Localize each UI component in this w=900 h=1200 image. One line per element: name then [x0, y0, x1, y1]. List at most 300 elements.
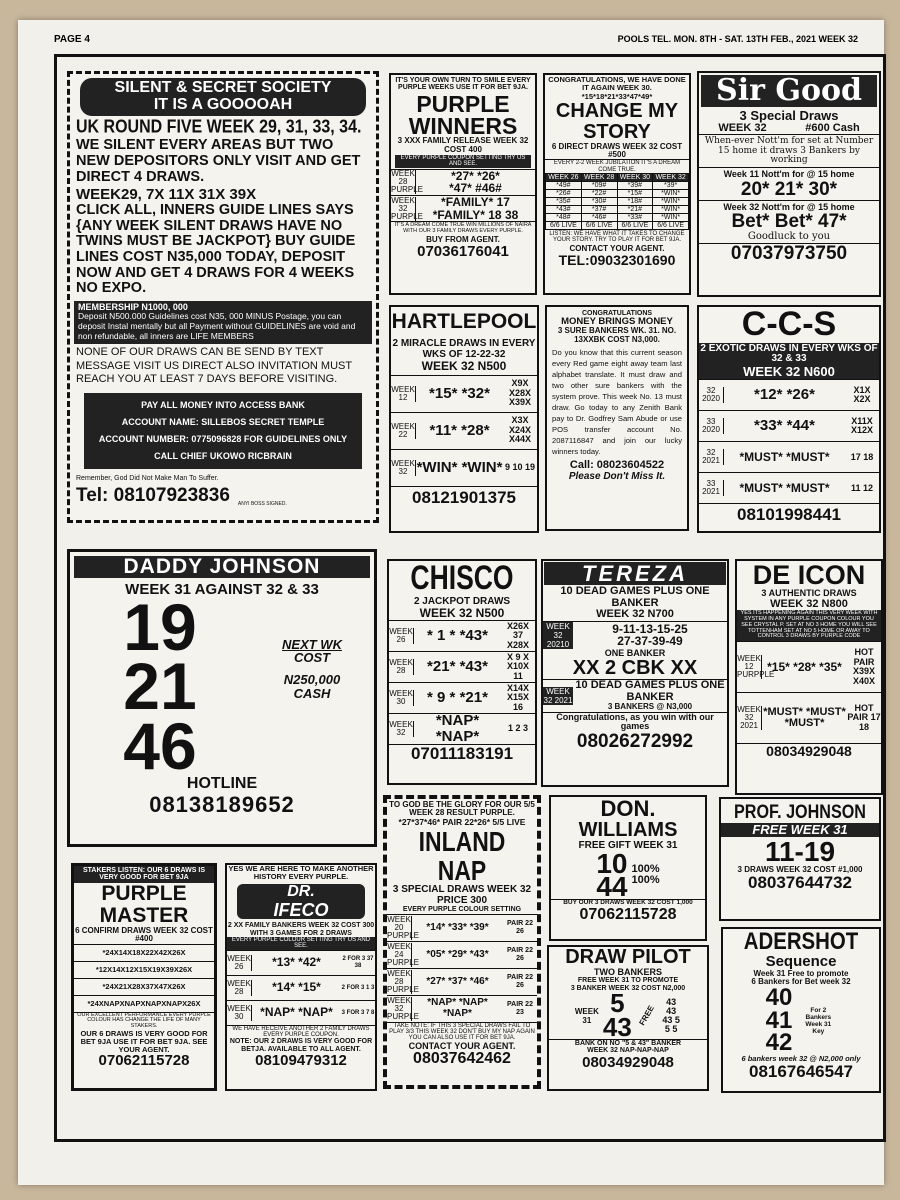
ifeco-row-nums: *14* *15* — [272, 980, 321, 995]
change-title2: STORY — [583, 120, 651, 143]
ccs-row-3 — [699, 441, 879, 472]
pmaster-sub: 6 CONFIRM DRAWS WEEK 32 COST #400 — [75, 925, 213, 944]
chisco-row-nums: * 9 * *21* — [427, 688, 488, 706]
daddy-week: WEEK 31 AGAINST 32 & 33 — [125, 581, 319, 599]
silent-signed: ANYI BOSS SIGNED. — [237, 500, 287, 507]
ifeco-title2: IFECO — [273, 899, 329, 920]
sirgood-title-box — [701, 75, 877, 107]
pmaster-row-nums: *12X14X12X15X19X39X26X — [95, 964, 193, 974]
tereza-xx: XX 2 CBK XX — [572, 657, 698, 680]
prof-nums: 11-19 — [764, 835, 836, 867]
change-nums: *15*18*21*33*47*49* — [581, 91, 653, 101]
ad-silent-secret-society — [67, 71, 379, 523]
change-cell: *26# — [546, 190, 582, 198]
chisco-row-nums: *NAP* *NAP* — [435, 712, 480, 745]
pmaster-row-nums: *24X14X18X22X42X26X — [102, 947, 186, 957]
silent-pay: PAY ALL MONEY INTO ACCESS BANK — [141, 400, 305, 411]
ccs-sub: 2 EXOTIC DRAWS IN EVERY WKS OF 32 & 33 — [700, 342, 878, 365]
inland-row-wk: WEEK 28 PURPLE — [387, 968, 420, 994]
pilot-nap: WEEK 32 NAP-NAP-NAP — [587, 1047, 669, 1055]
deicon-row-side: HOT PAIR 17 18 — [847, 703, 881, 732]
ifeco-row-side: 2 FOR 3 1 3 — [341, 984, 375, 991]
change-cell: *WIN* — [653, 214, 689, 222]
change-col: WEEK 32 — [653, 174, 689, 182]
change-cell: *30# — [581, 198, 617, 206]
purple-foot: IT'S A DREAM COME TRUE WIN MILLIONS OF NAIRA WITH OUR 3 FAMILY DRAWS EVERY PURPLE. — [391, 221, 535, 236]
deicon-title: DE ICON — [752, 560, 866, 590]
change-cell: *48# — [546, 214, 582, 222]
ad-tereza — [541, 559, 729, 787]
inland-row — [387, 914, 537, 941]
change-jub: EVERY 2-2 WEEK JUBILATION IT'S A DREAM COME TRUE. — [545, 159, 689, 173]
ad-adershot — [721, 927, 881, 1093]
ifeco-row-nums: *13* *42* — [272, 955, 321, 970]
money-title: MONEY BRINGS MONEY — [561, 316, 673, 328]
deicon-row-side: HOT PAIR X39X X40X — [852, 647, 876, 686]
change-cell: *WIN* — [653, 198, 689, 206]
change-cell: *WIN* — [653, 190, 689, 198]
pilot-free: FREE WEEK 31 TO PROMOTE — [577, 977, 679, 985]
ad-purple-master — [71, 863, 217, 1091]
inland-sub: 3 SPECIAL DRAWS WEEK 32 PRICE 300 — [392, 884, 532, 906]
chisco-row-nums: *21* *43* — [427, 657, 488, 675]
chisco-row-side: 1 2 3 — [507, 723, 529, 734]
ccs-row-2 — [699, 410, 879, 441]
prof-draws: 3 DRAWS WEEK 32 COST #1,000 — [737, 864, 863, 874]
hartle-row-nums: *11* *28* — [429, 421, 490, 439]
hartle-row-3 — [391, 449, 537, 486]
purple-title: PURPLE WINNERS — [408, 90, 518, 139]
sirgood-w11-nums: 20* 21* 30* — [740, 178, 838, 200]
ifeco-foot: WE HAVE RECEIVE ANOTHER 2 FAMILY DRAWS EVERY PURPLE COUPON. — [227, 1025, 375, 1039]
don-pct: 100% — [631, 862, 660, 875]
deicon-row-nums: *15* *28* *35* — [767, 659, 842, 674]
pmaster-row — [74, 995, 214, 1012]
hartle-row-side: X9X X28X X39X — [508, 378, 532, 408]
silent-footer — [70, 483, 376, 509]
sirgood-body: When-ever Nott'm for set at Number 15 home it draws 3 Bankers by working — [699, 134, 879, 167]
deicon-row-1 — [737, 641, 881, 692]
purple-sub2: EVERY PURPLE COUPON SETTING TRY US AND SEE. — [395, 155, 531, 168]
hartle-sub: 2 MIRACLE DRAWS IN EVERY WKS OF 12-22-32 — [392, 338, 536, 360]
ccs-row-wk: 32 2021 — [699, 449, 724, 465]
chisco-row-side: X14X X15X 16 — [506, 682, 530, 712]
sirgood-week: WEEK 32 — [718, 122, 767, 135]
ccs-row-nums: *33* *44* — [754, 417, 815, 435]
pilot-free2: FREE — [637, 1004, 656, 1028]
chisco-row-4 — [389, 713, 535, 744]
change-cell: *46# — [581, 214, 617, 222]
hartle-title: HARTLEPOOL — [391, 310, 537, 333]
tereza-bk3: 3 BANKERS @ N3,000 — [607, 702, 693, 712]
don-n2: 44 — [596, 871, 628, 903]
silent-body2: CLICK ALL, INNERS GUIDE LINES SAYS {ANY WEEK SILENT DRAWS HAVE NO TWINS MUST BE JACKPOT} BUY GUIDE LINES COST N35,000 TODAY, DEPOSIT NOW AND GET 4 DRAWS FOR 4 WEEKS NO EXPO. — [76, 202, 356, 297]
change-col: WEEK 28 — [581, 174, 617, 182]
prof-sub: FREE WEEK 31 — [721, 823, 879, 837]
newspaper-page — [18, 20, 884, 1185]
pmaster-row-nums: *24XNAPXNAPXNAPXNAPX26X — [87, 998, 201, 1008]
change-cell: *21# — [617, 206, 653, 214]
ad-purple-winners — [389, 73, 537, 295]
inland-title: INLAND NAP — [418, 825, 506, 887]
page-header-title: POOLS TEL. MON. 8TH - SAT. 13TH FEB., 2021 WEEK 32 — [617, 34, 858, 44]
silent-body1: WE SILENT EVERY AREAS BUT TWO NEW DEPOSITORS ONLY VISIT AND GET DIRECT 4 DRAWS. — [76, 137, 361, 185]
hartle-row-side: 9 10 19 — [504, 461, 536, 472]
change-cell: *39# — [617, 182, 653, 190]
adershot-cost: 6 bankers week 32 @ N2,000 only — [741, 1054, 861, 1064]
daddy-phone: 08138189652 — [149, 791, 295, 817]
change-top: CONGRATULATIONS, WE HAVE DONE IT AGAIN WEEK 30. — [548, 75, 686, 92]
tereza-dead2: 27-37-39-49 — [617, 634, 683, 649]
adershot-n3: 42 — [765, 1029, 793, 1057]
ifeco-phone: 08109479312 — [255, 1052, 347, 1069]
daddy-hotline: HOTLINE — [186, 774, 258, 792]
tereza-sub: 10 DEAD GAMES PLUS ONE BANKER — [560, 585, 710, 609]
purple-buy: BUY FROM AGENT. — [426, 234, 500, 244]
pilot-side: 43 43 43 5 5 5 — [662, 996, 680, 1034]
change-tel: TEL:09032301690 — [558, 251, 676, 268]
adershot-side: For 2 Bankers Week 31 Key — [805, 1006, 832, 1035]
chisco-sub: 2 JACKPOT DRAWS — [413, 595, 511, 607]
change-cell: *15# — [617, 190, 653, 198]
chisco-row-wk: WEEK 30 — [389, 688, 413, 706]
ifeco-row-side: 2 FOR 3 37 38 — [342, 956, 374, 969]
adershot-bankers: 6 Bankers for Bet week 32 — [751, 977, 851, 987]
pilot-wk: WEEK 31 — [574, 1006, 599, 1025]
ad-money-brings-money — [545, 305, 689, 531]
silent-remember: Remember, God Did Not Make Man To Suffer. — [76, 475, 219, 483]
change-cell: 6/6 LIVE — [546, 222, 582, 230]
inland-phone: 08037642462 — [413, 1050, 511, 1068]
daddy-next: NEXT WK — [282, 636, 342, 652]
chisco-row-side: X26X 37 X28X — [506, 620, 530, 650]
chisco-row-wk: WEEK 28 — [389, 657, 413, 675]
inland-row-side: PAIR 22 23 — [507, 1001, 533, 1016]
pmaster-title2: MASTER — [99, 903, 189, 927]
inland-row-wk: WEEK 24 PURPLE — [387, 941, 420, 967]
silent-bank-box — [84, 393, 362, 469]
don-phone: 07062115728 — [579, 906, 677, 923]
pmaster-good: OUR 6 DRAWS IS VERY GOOD FOR BET 9JA USE IT FOR BET 9JA. SEE YOUR AGENT. — [80, 1028, 208, 1054]
ad-ccs — [697, 305, 881, 533]
silent-call: CALL CHIEF UKOWO RICBRAIN — [154, 451, 292, 462]
tereza-phone: 08026272992 — [576, 730, 694, 752]
purple-r1: *27* *26* — [451, 168, 500, 183]
pilot-cost: 3 BANKER WEEK 32 COST N2,000 — [570, 984, 686, 992]
hartle-phone: 08121901375 — [391, 486, 537, 507]
daddy-numbers — [70, 589, 250, 783]
daddy-n1: 19 — [123, 589, 197, 664]
ifeco-row-nums: *NAP* *NAP* — [260, 1005, 333, 1020]
adershot-n2: 41 — [765, 1006, 793, 1034]
change-cell: 6/6 LIVE — [581, 222, 617, 230]
pilot-n1: 5 — [610, 988, 625, 1019]
tereza-sub2: 10 DEAD GAMES PLUS ONE BANKER — [575, 679, 725, 703]
change-contact: CONTACT YOUR AGENT. — [569, 243, 665, 253]
adershot-title: ADERSHOT — [743, 928, 859, 955]
daddy-n2: 21 — [123, 649, 197, 724]
ifeco-sub: 2 XX FAMILY BANKERS WEEK 32 COST 300 WITH 3 GAMES FOR 2 DRAWS — [227, 922, 375, 937]
adershot-numbers — [723, 983, 879, 1057]
ad-dr-ifeco — [225, 863, 377, 1091]
ifeco-top: YES WE ARE HERE TO MAKE ANOTHER HISTORY EVERY PURPLE. — [228, 864, 374, 881]
change-cell: *33# — [617, 214, 653, 222]
pmaster-row-nums: *24X21X28X37X47X26X — [102, 981, 186, 991]
pilot-title: DRAW PILOT — [565, 946, 691, 968]
daddy-cash: CASH — [293, 685, 331, 701]
silent-account-name: ACCOUNT NAME: SILLEBOS SECRET TEMPLE — [121, 417, 325, 428]
change-title1: CHANGE MY — [555, 99, 679, 122]
don-title1: DON. — [600, 796, 656, 821]
deicon-row-nums: *MUST* *MUST* *MUST* — [763, 705, 846, 730]
change-cell: *49# — [546, 182, 582, 190]
daddy-cost: COST — [293, 650, 331, 666]
hartle-row-wk: WEEK 22 — [391, 421, 415, 439]
ccs-row-wk: 32 2020 — [699, 387, 724, 403]
ccs-row-nums: *12* *26* — [754, 386, 815, 404]
ifeco-row-wk: WEEK 28 — [227, 978, 251, 996]
change-cell: *09# — [581, 182, 617, 190]
daddy-price: N250,000 — [283, 672, 341, 688]
change-cell: *18# — [617, 198, 653, 206]
silent-title2: IT IS A GOOOOAH — [153, 95, 293, 113]
tereza-banker: ONE BANKER — [604, 647, 666, 658]
tereza-title: TEREZA — [582, 561, 688, 586]
ifeco-row — [227, 950, 375, 975]
change-cell: *43# — [546, 206, 582, 214]
pmaster-top: STAKERS LISTEN: OUR 6 DRAWS IS VERY GOOD FOR BET 9JA — [74, 866, 214, 883]
ccs-row-wk: 33 2020 — [699, 418, 724, 434]
ifeco-row-wk: WEEK 30 — [227, 1003, 251, 1021]
deicon-row-wk: WEEK 32 2021 — [737, 705, 761, 731]
change-col: WEEK 30 — [617, 174, 653, 182]
sirgood-sub: 3 Special Draws — [739, 107, 839, 123]
ccs-phone: 08101998441 — [699, 503, 879, 524]
inland-row-nums: *27* *37* *46* — [426, 975, 489, 987]
deicon-phone: 08034929048 — [737, 743, 881, 759]
hartle-row-nums: *15* *32* — [429, 384, 490, 402]
tereza-dead-row — [543, 621, 727, 649]
purple-row-1: WEEK 28 PURPLE *27* *26* *47* #46# — [391, 169, 535, 195]
chisco-phone: 07011183191 — [389, 744, 535, 763]
adershot-phone: 08167646547 — [748, 1061, 853, 1081]
daddy-title-box — [74, 556, 370, 578]
pilot-bank: BANK ON NO "5 & 43" BANKER — [549, 1039, 707, 1047]
ad-don-williams — [549, 795, 707, 941]
ifeco-row — [227, 975, 375, 1000]
money-call: Call: 08023604522 — [569, 459, 665, 472]
deicon-week: WEEK 32 N800 — [770, 597, 848, 610]
chisco-row-wk: WEEK 32 — [389, 719, 413, 737]
tereza-wk2: WEEK 32 2021 — [543, 686, 573, 705]
inland-row-wk: WEEK 20 PURPLE — [387, 914, 420, 940]
change-cell: *37# — [581, 206, 617, 214]
pmaster-row — [74, 978, 214, 995]
ad-draw-pilot — [547, 945, 709, 1091]
ifeco-row-side: 3 FOR 3 7 8 — [341, 1009, 375, 1016]
don-title2: WILLIAMS — [578, 819, 678, 842]
adershot-free: Week 31 Free to promote — [753, 968, 849, 978]
ad-change-my-story — [543, 73, 691, 295]
inland-row-nums: *14* *33* *39* — [426, 921, 489, 933]
sirgood-w32-nums: Bet* Bet* 47* — [731, 211, 847, 233]
ccs-row-side: 11 12 — [850, 482, 874, 493]
page-number: PAGE 4 — [54, 34, 90, 45]
purple-top: IT'S YOUR OWN TURN TO SMILE EVERY PURPLE WEEKS USE IT FOR BET 9JA. — [395, 77, 531, 92]
adershot-sub: Sequence — [765, 953, 837, 971]
don-pct: 100% — [631, 874, 660, 887]
chisco-row-2 — [389, 651, 535, 682]
ccs-row-4 — [699, 472, 879, 503]
ad-prof-johnson — [719, 797, 881, 921]
silent-membership-box — [74, 301, 372, 344]
inland-row — [387, 941, 537, 968]
pilot-phone: 08034929048 — [582, 1053, 674, 1071]
sirgood-w11: Week 11 Nott'm for @ 15 home — [699, 167, 879, 179]
tereza-congr: Congratulations, as you win with our games — [543, 712, 727, 732]
hartle-week: WEEK 32 N500 — [421, 359, 507, 374]
tereza-title-box — [544, 562, 726, 585]
ccs-row-nums: *MUST* *MUST* — [739, 481, 830, 496]
ifeco-title-box — [237, 884, 365, 920]
ads-frame — [54, 54, 886, 1142]
ccs-sub-box — [699, 343, 879, 380]
tereza-wk1: WEEK 32 20210 — [543, 622, 573, 649]
inland-row-wk: WEEK 32 PURPLE — [387, 995, 420, 1021]
pmaster-row — [74, 961, 214, 978]
silent-tel: Tel: 08107923836 — [76, 484, 230, 506]
adershot-n1: 40 — [765, 983, 793, 1011]
chisco-row-1 — [389, 620, 535, 651]
inland-nums: *27*37*46* PAIR 22*26* 5/5 LIVE — [398, 816, 526, 827]
hartle-row-wk: WEEK 12 — [391, 384, 415, 402]
silent-title1: SILENT & SECRET SOCIETY — [114, 79, 332, 96]
hartle-row-1 — [391, 375, 537, 412]
sirgood-w32: Week 32 Nott'm for @ 15 home — [699, 200, 879, 212]
ad-sir-good — [697, 71, 881, 297]
chisco-title: CHISCO — [410, 559, 514, 597]
hartle-row-2 — [391, 412, 537, 449]
ifeco-row-wk: WEEK 26 — [227, 953, 251, 971]
money-miss: Please Don't Miss It. — [568, 470, 666, 482]
purple-phone: 07036176041 — [417, 243, 509, 261]
inland-row — [387, 995, 537, 1022]
silent-deposit: Deposit N500.000 Guidelines cost N35, 000 MINUS Postage, you can deposit Instal mentally but all Payment without GUIDELINES are void and non refundable, all inners are LIFE MEMBERS — [78, 311, 356, 342]
purple-row-2: WEEK 32 PURPLE *FAMILY* 17 *FAMILY* 18 38 — [391, 195, 535, 221]
don-sub: FREE GIFT WEEK 31 — [578, 840, 678, 852]
pilot-sub: TWO BANKERS — [594, 967, 662, 977]
ifeco-sub2: EVERY PURPLE COLOUR SETTING TRY US AND SEE. — [227, 937, 375, 950]
don-buy: BUY OUR 3 DRAWS WEEK 32 COST 1,000 — [551, 899, 705, 907]
sirgood-phone: 07037973750 — [699, 243, 879, 264]
silent-round: UK ROUND FIVE WEEK 29, 31, 33, 34. — [76, 117, 362, 137]
daddy-title: DADDY JOHNSON — [123, 555, 321, 578]
pmaster-phone: 07062115728 — [98, 1052, 190, 1070]
ad-de-icon — [735, 559, 883, 795]
ccs-week: WEEK 32 N600 — [743, 363, 835, 379]
ccs-row-nums: *MUST* *MUST* — [739, 450, 830, 465]
inland-row-side: PAIR 22 26 — [507, 920, 533, 935]
ad-chisco — [387, 559, 537, 785]
tereza-dead1: 9-11-13-15-25 — [612, 621, 688, 636]
silent-title-box — [80, 78, 366, 116]
ccs-row-side: 17 18 — [850, 451, 874, 462]
silent-week: WEEK29, 7X 11X 31X 39X — [76, 186, 257, 204]
ad-daddy-johnson — [67, 549, 377, 847]
hartle-row-wk: WEEK 32 — [391, 458, 415, 476]
deicon-row-wk: WEEK 12 PURPPLE — [737, 654, 775, 680]
tereza-week: WEEK 32 N700 — [596, 608, 674, 621]
purple-r2: *FAMILY* 17 — [441, 194, 510, 209]
deicon-sub: 3 AUTHENTIC DRAWS — [761, 588, 857, 599]
purple-r1b: *47* #46# — [449, 181, 502, 196]
change-cell: 6/6 LIVE — [653, 222, 689, 230]
change-cell: *35# — [546, 198, 582, 206]
ad-hartlepool — [389, 305, 539, 533]
chisco-row-3 — [389, 682, 535, 713]
hartle-row-side: X3X X24X X44X — [508, 415, 532, 445]
prof-title: PROF. JOHNSON — [734, 802, 866, 823]
sirgood-luck: Goodluck to you — [747, 231, 831, 243]
daddy-cost-block — [250, 598, 374, 776]
change-col: WEEK 26 — [546, 174, 582, 182]
inland-sub2: EVERY PURPLE COLOUR SETTING — [402, 906, 522, 914]
silent-membership: MEMBERSHIP N1000, 000 — [78, 302, 188, 313]
silent-account-number: ACCOUNT NUMBER: 0775096828 FOR GUIDELINES ONLY — [98, 434, 348, 445]
purple-r2b: *FAMILY* 18 38 — [432, 207, 519, 222]
sirgood-cash: #600 Cash — [805, 122, 860, 135]
inland-take: TAKE NOTE: IF THIS 3 SPECIAL DRAWS FAIL TO PLAY 3/3 THIS WEEK 32 DON'T BUY MY NAP AGAIN YOU CAN ALSO USE IT FOR BET 9JA. — [387, 1022, 537, 1042]
silent-none: NONE OF OUR DRAWS CAN BE SEND BY TEXT MESSAGE VISIT US DIRECT ALSO INVITATION MUST REACH YOU AT LEAST 7 DAYS BEFORE VISITING. — [76, 345, 352, 386]
pmaster-row — [74, 944, 214, 961]
change-cell: *39* — [653, 182, 689, 190]
deicon-row-2 — [737, 692, 881, 743]
pmaster-title1: PURPLE — [101, 881, 187, 905]
ifeco-title1: DR. — [287, 882, 315, 900]
hartle-row-nums: *WIN* *WIN* — [416, 458, 503, 476]
change-listen: LISTEN: WE HAVE WHAT IT TAKES TO CHANGE YOUR STORY. TRY TO PLAY IT FOR BET 9JA. — [549, 231, 685, 244]
ccs-title: C-C-S — [741, 305, 837, 343]
chisco-row-side: X 9 X X10X 11 — [506, 651, 530, 681]
ccs-row-wk: 33 2021 — [699, 480, 724, 496]
don-n1: 10 — [596, 847, 628, 879]
daddy-n3: 46 — [123, 708, 197, 783]
ifeco-row — [227, 1000, 375, 1025]
change-sub: 6 DIRECT DRAWS WEEK 32 COST #500 — [551, 141, 683, 160]
change-cell: *22# — [581, 190, 617, 198]
inland-row-nums: *NAP* *NAP* *NAP* — [427, 997, 488, 1019]
chisco-row-nums: * 1 * *43* — [427, 626, 488, 644]
purple-sub: 3 XXX FAMILY RELEASE WEEK 32 COST 400 — [397, 136, 529, 154]
inland-row-side: PAIR 22 26 — [507, 947, 533, 962]
chisco-row-wk: WEEK 26 — [389, 626, 413, 644]
change-results-table — [545, 173, 689, 230]
sirgood-title: Sir Good — [716, 73, 862, 108]
ad-inland-nap — [383, 795, 541, 1089]
pilot-n2: 43 — [602, 1011, 632, 1042]
inland-top: TO GOD BE THE GLORY FOR OUR 5/5 WEEK 28 RESULT PURPLE. — [389, 800, 535, 818]
prof-phone: 08037644732 — [747, 873, 852, 893]
inland-row — [387, 968, 537, 995]
money-body: Do you know that this current season every Red game eight away team last alphabet translate. It must draw and two other sure bankers with the system prove. This week No. 13 must draw. Go today to any Zenith Bank pay to Dr. Godfrey Sam Abude or use POS transfer account No. 2087116847 and join our lucky winners today. — [552, 348, 682, 457]
tereza-dead-row-2 — [543, 679, 727, 711]
ifeco-note: NOTE: OUR 2 DRAWS IS VERY GOOD FOR BETJA. AVAILABLE TO ALL AGENT. — [229, 1038, 373, 1053]
change-cell: 6/6 LIVE — [617, 222, 653, 230]
ccs-row-side: X1X X2X — [853, 384, 871, 405]
ccs-row-1 — [699, 379, 879, 410]
deicon-body: YES ITS HAPPENING AGAIN THIS VERY WEEK WITH SYSTEM IN ANY PURPLE COUPON COLOUR YOU SEE CRYSTAL P. SET AT NO 3 HOME YOU WILL SEE TOTTENHAM SET AT NO 5 HOME OR AWAY TO CONTROL 3 DRAWS BY PURPLE CODE — [737, 610, 881, 641]
inland-row-nums: *05* *29* *43* — [426, 948, 489, 960]
